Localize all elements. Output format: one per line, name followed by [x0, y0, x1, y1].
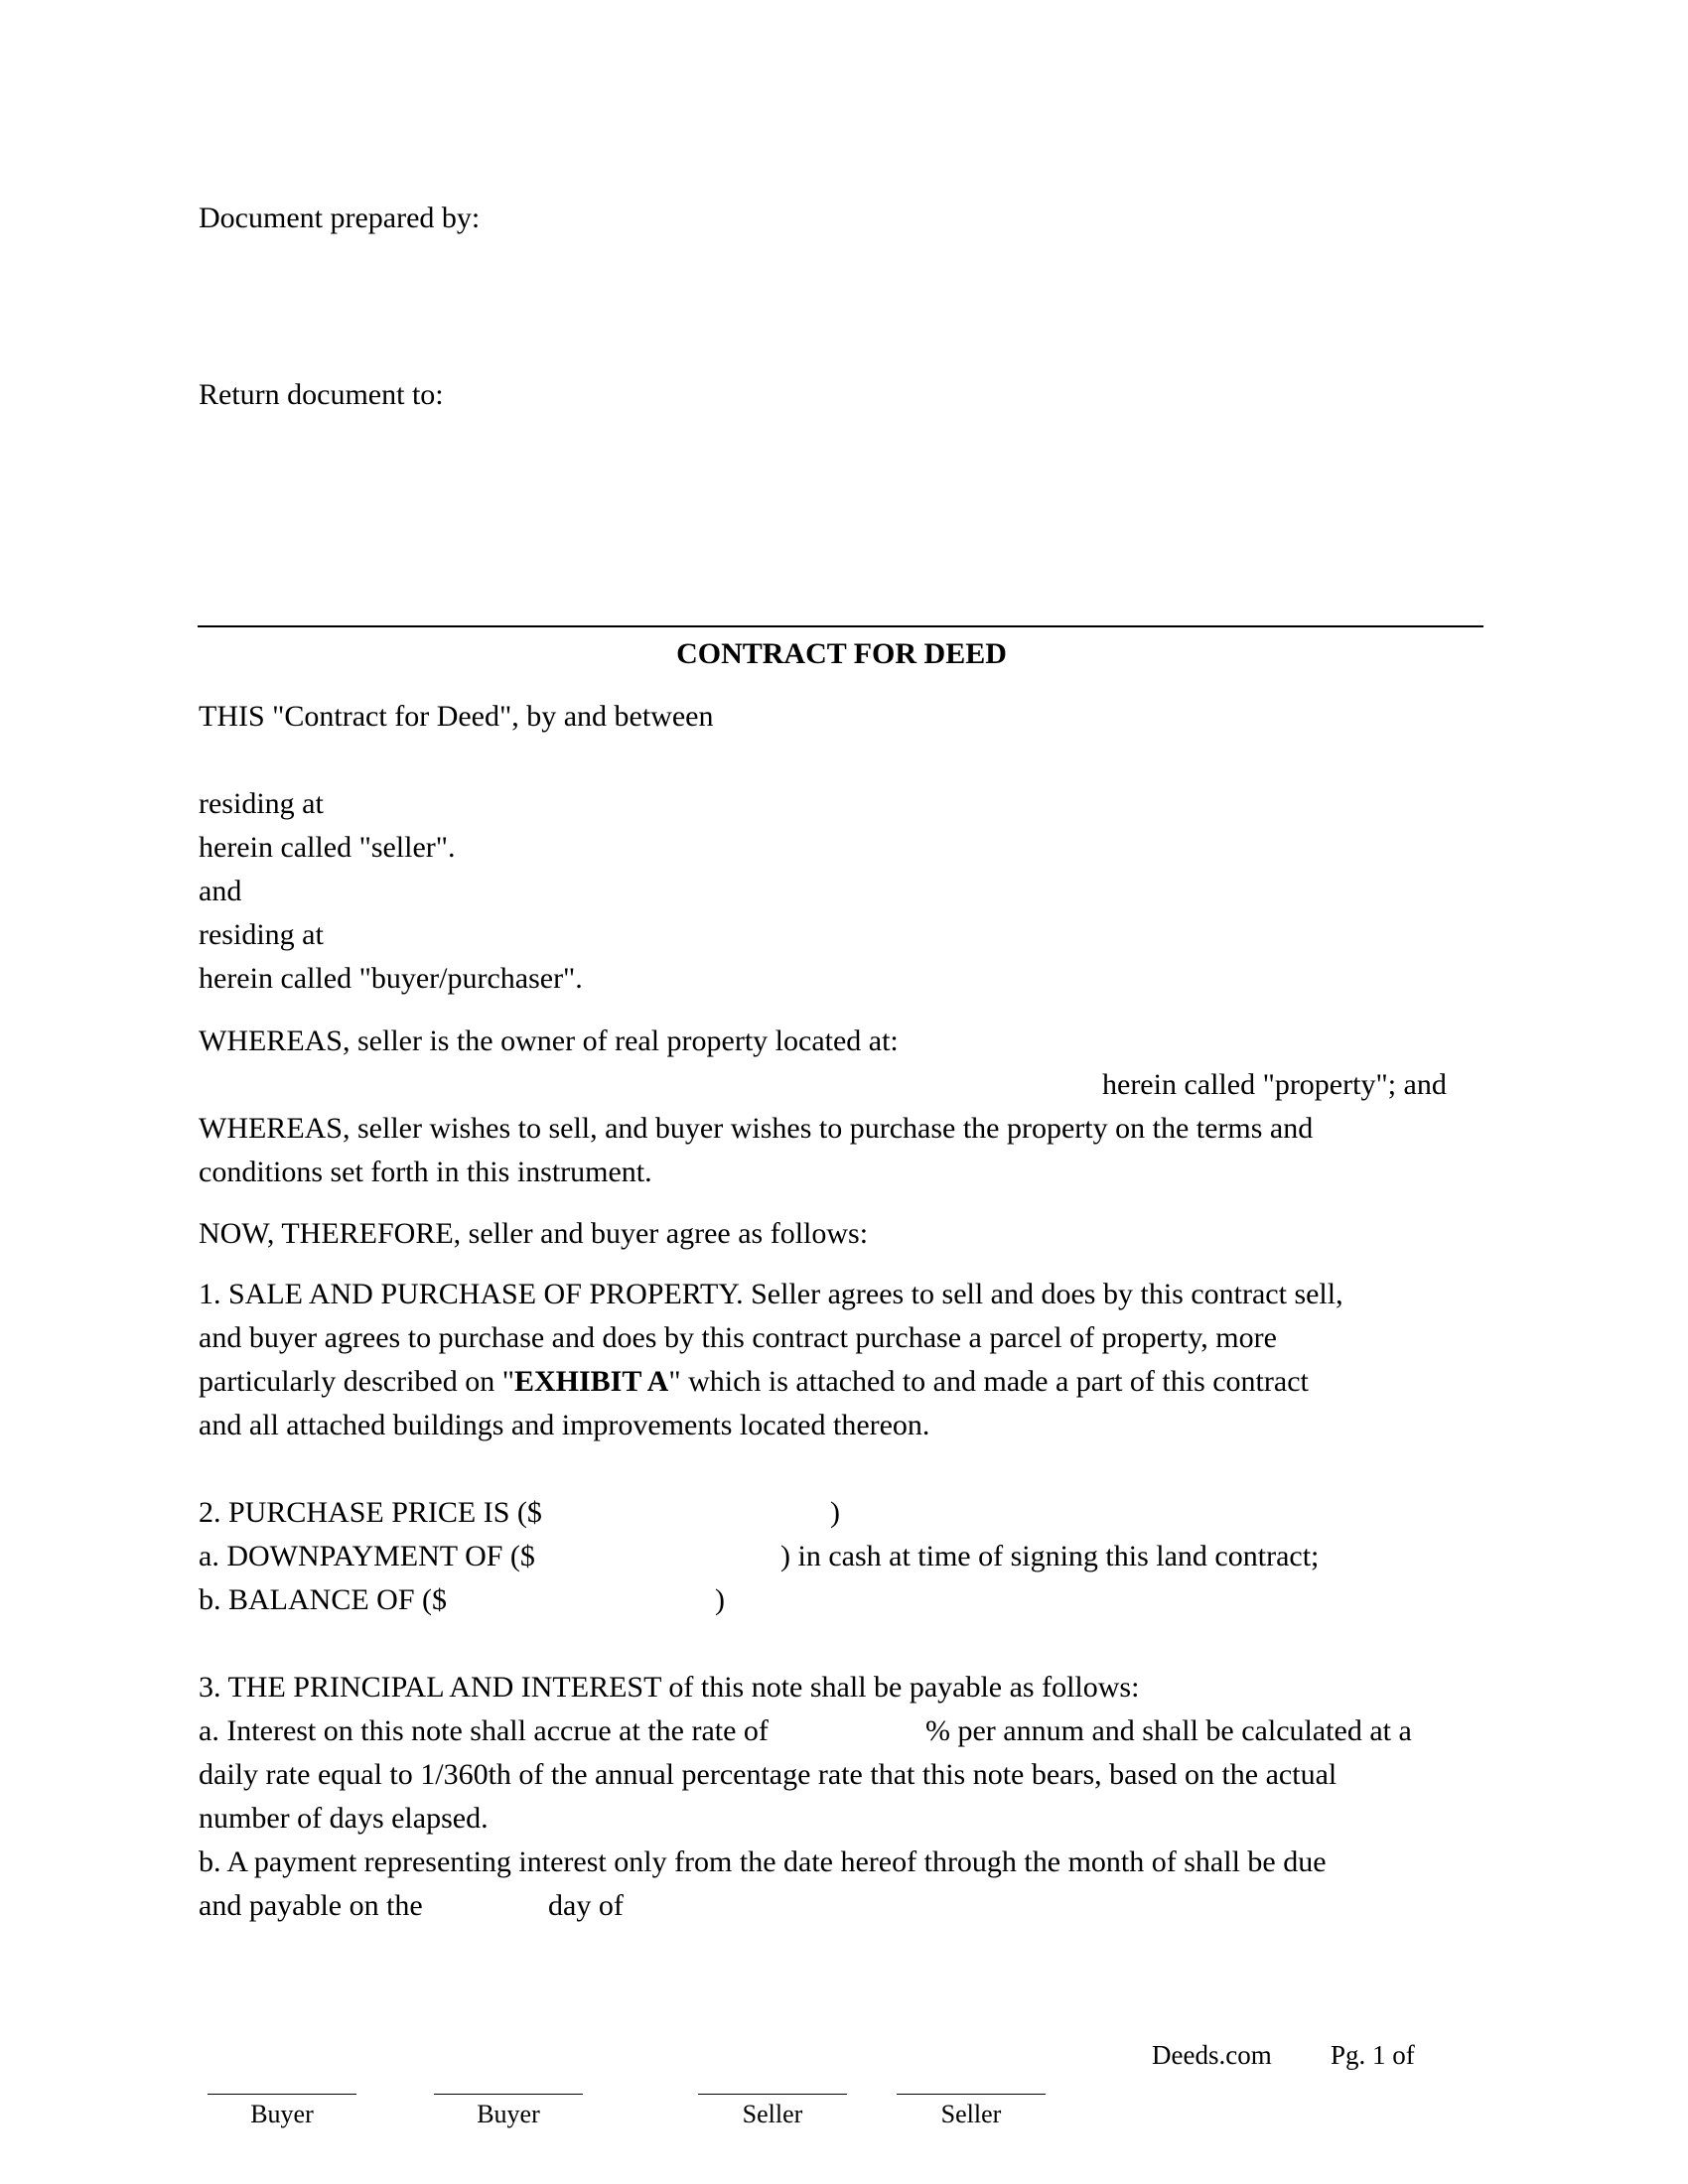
- section1-line4: and all attached buildings and improvements located thereon.: [199, 1409, 930, 1441]
- signature-line-buyer-1: [208, 2094, 356, 2095]
- purchase-price-label: 2. PURCHASE PRICE IS ($: [199, 1496, 542, 1529]
- signature-line-buyer-2: [434, 2094, 583, 2095]
- section3-b-line1: b. A payment representing interest only from the date hereof through the month of shall be due: [199, 1845, 1327, 1878]
- signature-line-seller-1: [698, 2094, 847, 2095]
- whereas-owner: WHEREAS, seller is the owner of real property located at:: [199, 1024, 899, 1057]
- section3-a-post: % per annum and shall be calculated at a: [925, 1714, 1412, 1747]
- exhibit-a-reference: EXHIBIT A: [513, 1365, 669, 1398]
- balance-close: ): [715, 1583, 725, 1616]
- signature-label-seller-1: Seller: [742, 2100, 803, 2128]
- section1-line2: and buyer agrees to purchase and does by this contract purchase a parcel of property, more: [199, 1321, 1277, 1354]
- downpayment-close: ) in cash at time of signing this land contract;: [780, 1540, 1320, 1572]
- section3-heading: 3. THE PRINCIPAL AND INTEREST of this note shall be payable as follows:: [199, 1671, 1140, 1704]
- now-therefore: NOW, THEREFORE, seller and buyer agree as follows:: [199, 1217, 869, 1250]
- prepared-by-label: Document prepared by:: [199, 202, 481, 234]
- section1-line1: 1. SALE AND PURCHASE OF PROPERTY. Seller agrees to sell and does by this contract sell,: [199, 1278, 1343, 1310]
- header-divider: [198, 625, 1483, 627]
- whereas-wishes-line2: conditions set forth in this instrument.: [199, 1156, 652, 1188]
- property-called: herein called "property"; and: [1102, 1068, 1447, 1101]
- section3-a-pre: a. Interest on this note shall accrue at the rate of: [199, 1714, 769, 1747]
- whereas-wishes-line1: WHEREAS, seller wishes to sell, and buyer wishes to purchase the property on the terms and: [199, 1112, 1314, 1145]
- purchase-price-close: ): [830, 1496, 840, 1529]
- seller-residing: residing at: [199, 787, 324, 820]
- footer-site: Deeds.com: [1152, 2040, 1272, 2070]
- buyer-called: herein called "buyer/purchaser".: [199, 962, 583, 995]
- and-text: and: [199, 875, 242, 907]
- signature-label-buyer-2: Buyer: [477, 2100, 540, 2128]
- document-title: CONTRACT FOR DEED: [676, 637, 1007, 670]
- signature-label-buyer-1: Buyer: [250, 2100, 314, 2128]
- section1-line3-post: " which is attached to and made a part of this contract: [668, 1365, 1309, 1398]
- seller-called: herein called "seller".: [199, 831, 456, 864]
- section1-line3: [199, 1360, 1309, 1404]
- intro-text: THIS "Contract for Deed", by and between: [199, 700, 714, 733]
- signature-label-seller-2: Seller: [940, 2100, 1002, 2128]
- balance-label: b. BALANCE OF ($: [199, 1583, 448, 1616]
- section3-b-line2-pre: and payable on the: [199, 1889, 423, 1922]
- return-to-label: Return document to:: [199, 378, 444, 411]
- buyer-residing: residing at: [199, 918, 324, 951]
- footer-page-number: Pg. 1 of: [1331, 2040, 1415, 2070]
- section3-a-line2: daily rate equal to 1/360th of the annual percentage rate that this note bears, based on the actual: [199, 1758, 1337, 1791]
- section3-a-line3: number of days elapsed.: [199, 1802, 489, 1835]
- downpayment-label: a. DOWNPAYMENT OF ($: [199, 1540, 535, 1572]
- signature-line-seller-2: [897, 2094, 1046, 2095]
- section3-b-line2-post: day of: [548, 1889, 624, 1922]
- section1-line3-pre: particularly described on ": [199, 1365, 514, 1398]
